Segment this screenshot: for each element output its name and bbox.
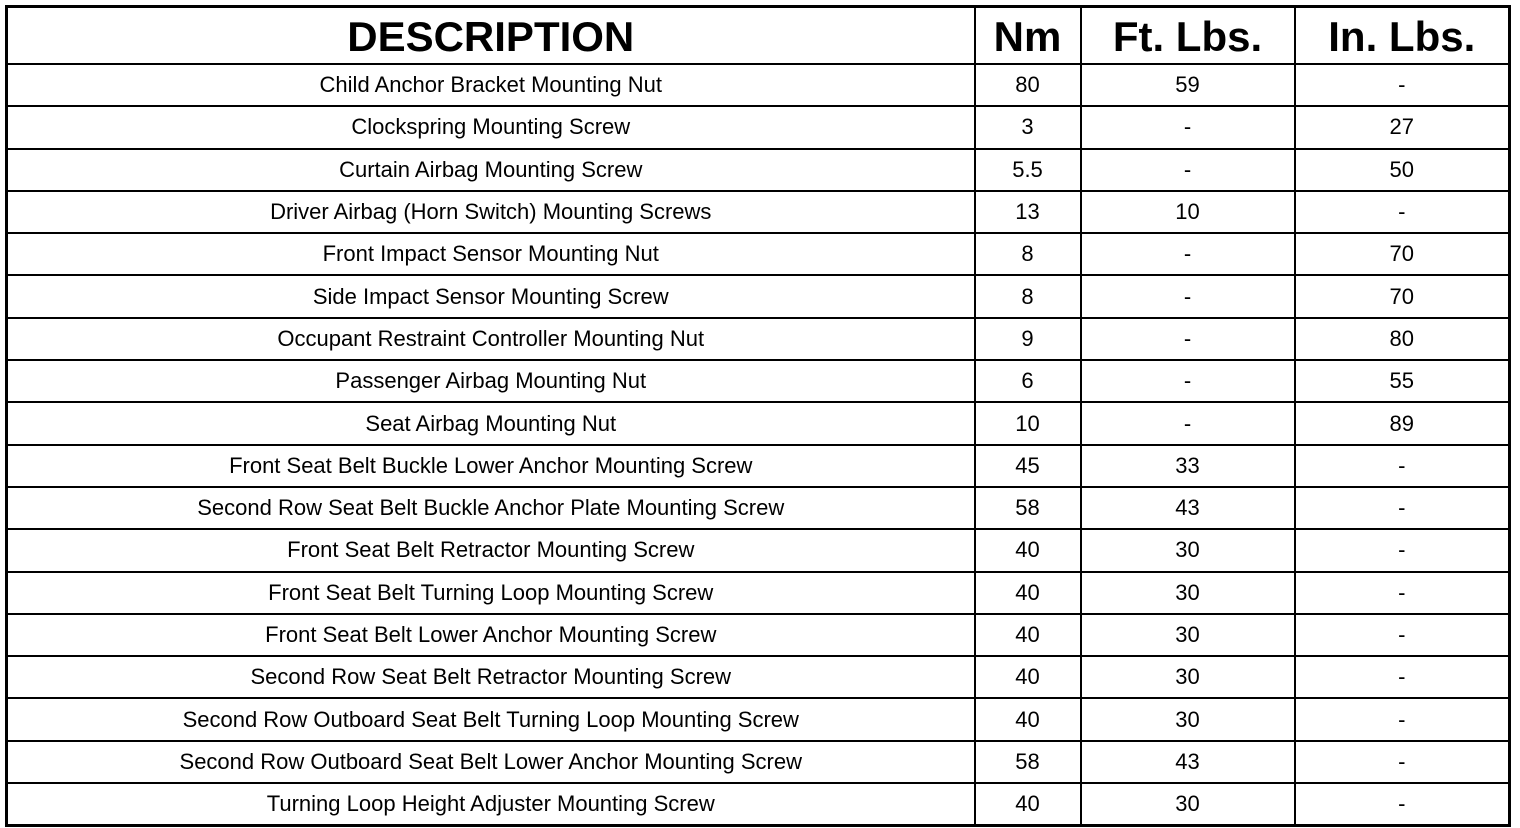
cell-ft-lbs: - xyxy=(1081,106,1295,148)
cell-ft-lbs: 30 xyxy=(1081,614,1295,656)
cell-nm: 40 xyxy=(975,656,1081,698)
table-row xyxy=(7,106,1510,148)
cell-nm: 40 xyxy=(975,529,1081,571)
table-row xyxy=(7,614,1510,656)
cell-in-lbs: 89 xyxy=(1295,402,1510,444)
table-header-row xyxy=(7,7,1510,65)
table-row xyxy=(7,529,1510,571)
table-row xyxy=(7,656,1510,698)
cell-nm: 45 xyxy=(975,445,1081,487)
cell-in-lbs: 70 xyxy=(1295,275,1510,317)
table-body xyxy=(7,64,1510,826)
cell-description: Occupant Restraint Controller Mounting Nut xyxy=(7,318,975,360)
cell-in-lbs: - xyxy=(1295,487,1510,529)
cell-description: Seat Airbag Mounting Nut xyxy=(7,402,975,444)
cell-description: Driver Airbag (Horn Switch) Mounting Screws xyxy=(7,191,975,233)
cell-nm: 58 xyxy=(975,741,1081,783)
cell-in-lbs: 80 xyxy=(1295,318,1510,360)
cell-nm: 80 xyxy=(975,64,1081,106)
table-row xyxy=(7,402,1510,444)
cell-ft-lbs: - xyxy=(1081,360,1295,402)
table-row xyxy=(7,698,1510,740)
table-row xyxy=(7,360,1510,402)
cell-description: Front Impact Sensor Mounting Nut xyxy=(7,233,975,275)
table-row xyxy=(7,445,1510,487)
cell-description: Curtain Airbag Mounting Screw xyxy=(7,149,975,191)
cell-ft-lbs: - xyxy=(1081,275,1295,317)
cell-nm: 58 xyxy=(975,487,1081,529)
cell-nm: 10 xyxy=(975,402,1081,444)
table-row xyxy=(7,233,1510,275)
cell-ft-lbs: 59 xyxy=(1081,64,1295,106)
cell-ft-lbs: 43 xyxy=(1081,487,1295,529)
cell-description: Clockspring Mounting Screw xyxy=(7,106,975,148)
table-row xyxy=(7,741,1510,783)
cell-ft-lbs: 30 xyxy=(1081,783,1295,826)
cell-nm: 9 xyxy=(975,318,1081,360)
cell-in-lbs: - xyxy=(1295,572,1510,614)
cell-description: Side Impact Sensor Mounting Screw xyxy=(7,275,975,317)
header-nm: Nm xyxy=(975,7,1081,65)
cell-nm: 5.5 xyxy=(975,149,1081,191)
cell-ft-lbs: 33 xyxy=(1081,445,1295,487)
table-row xyxy=(7,149,1510,191)
cell-in-lbs: 55 xyxy=(1295,360,1510,402)
cell-description: Front Seat Belt Lower Anchor Mounting Screw xyxy=(7,614,975,656)
cell-nm: 40 xyxy=(975,783,1081,826)
table-row xyxy=(7,64,1510,106)
cell-ft-lbs: 30 xyxy=(1081,698,1295,740)
cell-description: Passenger Airbag Mounting Nut xyxy=(7,360,975,402)
cell-description: Front Seat Belt Turning Loop Mounting Screw xyxy=(7,572,975,614)
table-row xyxy=(7,275,1510,317)
table-row xyxy=(7,191,1510,233)
cell-in-lbs: 27 xyxy=(1295,106,1510,148)
cell-in-lbs: - xyxy=(1295,783,1510,826)
header-in-lbs: In. Lbs. xyxy=(1295,7,1510,65)
header-ft-lbs: Ft. Lbs. xyxy=(1081,7,1295,65)
cell-nm: 8 xyxy=(975,233,1081,275)
cell-in-lbs: - xyxy=(1295,445,1510,487)
cell-nm: 40 xyxy=(975,614,1081,656)
cell-ft-lbs: - xyxy=(1081,233,1295,275)
cell-nm: 40 xyxy=(975,698,1081,740)
cell-description: Second Row Outboard Seat Belt Lower Anchor Mounting Screw xyxy=(7,741,975,783)
cell-description: Second Row Seat Belt Retractor Mounting Screw xyxy=(7,656,975,698)
table-row xyxy=(7,783,1510,826)
cell-ft-lbs: - xyxy=(1081,402,1295,444)
cell-in-lbs: - xyxy=(1295,529,1510,571)
cell-ft-lbs: 30 xyxy=(1081,572,1295,614)
cell-ft-lbs: 10 xyxy=(1081,191,1295,233)
cell-ft-lbs: - xyxy=(1081,149,1295,191)
cell-in-lbs: - xyxy=(1295,656,1510,698)
cell-ft-lbs: 30 xyxy=(1081,529,1295,571)
cell-in-lbs: - xyxy=(1295,191,1510,233)
cell-ft-lbs: 43 xyxy=(1081,741,1295,783)
cell-nm: 13 xyxy=(975,191,1081,233)
cell-nm: 8 xyxy=(975,275,1081,317)
cell-ft-lbs: - xyxy=(1081,318,1295,360)
cell-description: Front Seat Belt Buckle Lower Anchor Mounting Screw xyxy=(7,445,975,487)
cell-description: Child Anchor Bracket Mounting Nut xyxy=(7,64,975,106)
cell-description: Second Row Seat Belt Buckle Anchor Plate Mounting Screw xyxy=(7,487,975,529)
table-row xyxy=(7,572,1510,614)
cell-nm: 3 xyxy=(975,106,1081,148)
torque-spec-table xyxy=(5,5,1511,827)
table-row xyxy=(7,318,1510,360)
cell-nm: 6 xyxy=(975,360,1081,402)
table-row xyxy=(7,487,1510,529)
cell-ft-lbs: 30 xyxy=(1081,656,1295,698)
cell-description: Second Row Outboard Seat Belt Turning Loop Mounting Screw xyxy=(7,698,975,740)
cell-description: Turning Loop Height Adjuster Mounting Screw xyxy=(7,783,975,826)
cell-nm: 40 xyxy=(975,572,1081,614)
cell-in-lbs: - xyxy=(1295,698,1510,740)
cell-in-lbs: 50 xyxy=(1295,149,1510,191)
cell-in-lbs: - xyxy=(1295,614,1510,656)
cell-in-lbs: - xyxy=(1295,64,1510,106)
cell-in-lbs: 70 xyxy=(1295,233,1510,275)
cell-description: Front Seat Belt Retractor Mounting Screw xyxy=(7,529,975,571)
cell-in-lbs: - xyxy=(1295,741,1510,783)
header-description: DESCRIPTION xyxy=(7,7,975,65)
